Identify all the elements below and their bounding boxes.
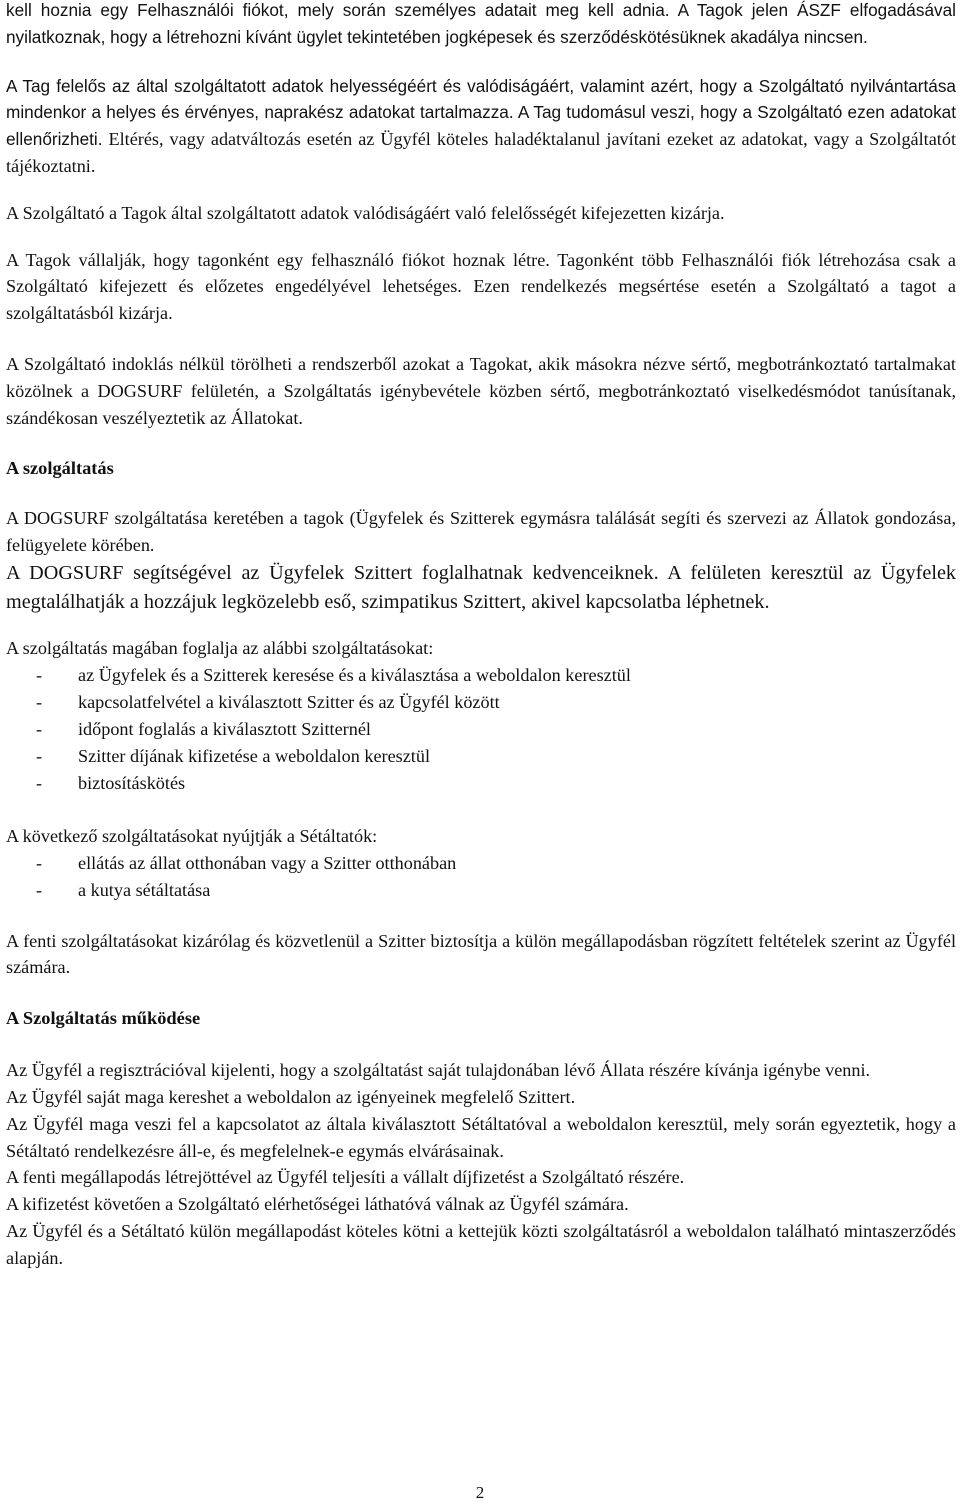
list-item-text: ellátás az állat otthonában vagy a Szitter otthonában <box>78 852 457 873</box>
paragraph-service-intro: A DOGSURF szolgáltatása keretében a tagok (Ügyfelek és Szitterek egymásra találását segíti és szervezi az Állatok gondozása, felügyelete körében. <box>6 508 956 556</box>
page-number: 2 <box>475 1483 485 1502</box>
paragraph-one-account-part2: Tagonként több Felhasználói fiók létrehozása csak a Szolgáltató kifejezett és előzetes engedélyével lehetséges. Ezen rendelkezés megsértése esetén a Szolgáltató a tagot a szolgáltatásból kizárja. <box>6 249 956 324</box>
paragraph-walkers-services: A következő szolgáltatásokat nyújtják a Sétáltatók: <box>6 825 378 846</box>
walker-service-list <box>6 850 956 904</box>
operation-steps <box>6 1057 956 1271</box>
paragraph-registration: kell hoznia egy Felhasználói fiókot, mely során személyes adatait meg kell adnia. A Tagok jelen ÁSZF elfogadásával nyilatkoznak, hogy a létrehozni kívánt ügylet tekintetében jogképesek és szerződéskötésüknek akadálya nincsen. <box>6 0 956 47</box>
list-item <box>6 743 956 770</box>
dash-marker: - <box>36 691 43 712</box>
paragraph-one-account <box>6 247 956 327</box>
paragraph-one-account-part1: A Tagok vállalják, hogy tagonként egy felhasználó fiókot hoznak létre. <box>6 249 550 270</box>
paragraph-deletion: A Szolgáltató indoklás nélkül törölheti a rendszerből azokat a Tagokat, akik másokra nézve sértő, megbotránkoztató tartalmakat közölnek a DOGSURF felületén, a Szolgáltatás igénybevétele közben sértő, megbotránkoztató viselkedésmódot tanúsítanak, szándékosan veszélyeztetik az Állatokat. <box>6 353 956 428</box>
paragraph-contact: Az Ügyfél maga veszi fel a kapcsolatot az általa kiválasztott Sétáltatóval a weboldalon keresztül, mely során egyeztetik, hogy a Sétáltató rendelkezésre áll-e, és megfelelnek-e egymás elvárásainak. <box>6 1113 956 1161</box>
list-item-text: kapcsolatfelvétel a kiválasztott Szitter és az Ügyfél között <box>78 691 500 712</box>
paragraph-contacts-visible: A kifizetést követően a Szolgáltató elérhetőségei láthatóvá válnak az Ügyfél számára. <box>6 1194 629 1215</box>
list-item <box>6 662 956 689</box>
list-item-text: időpont foglalás a kiválasztott Szitternél <box>78 718 371 739</box>
dash-marker: - <box>36 852 43 873</box>
list-item-text: az Ügyfelek és a Szitterek keresése és a kiválasztása a weboldalon keresztül <box>78 664 631 685</box>
list-item-text: biztosításkötés <box>78 772 186 793</box>
document-page <box>6 0 956 1272</box>
dash-marker: - <box>36 772 43 793</box>
list-item <box>6 850 956 877</box>
paragraph-agreement: Az Ügyfél és a Sétáltató külön megállapodást köteles kötni a kettejük közti szolgáltatásról a weboldalon található mintaszerződés alapján. <box>6 1220 956 1268</box>
paragraph-payment: A fenti megállapodás létrejöttével az Ügyfél teljesíti a vállalt díjfizetést a Szolgáltató részére. <box>6 1167 685 1188</box>
paragraph-sitter-provides: A fenti szolgáltatásokat kizárólag és közvetlenül a Szitter biztosítja a külön megállapodásban rögzített feltételek szerint az Ügyfél számára. <box>6 930 956 978</box>
paragraph-data-accuracy-part2: Eltérés, vagy adatváltozás esetén az Ügyfél köteles haladéktalanul javítani ezeket az adatokat, vagy a Szolgáltatót tájékoztatni. <box>6 129 956 176</box>
list-item-text: Szitter díjának kifizetése a weboldalon keresztül <box>78 745 430 766</box>
dash-marker: - <box>36 879 43 900</box>
paragraph-registration-intent: Az Ügyfél a regisztrációval kijelenti, hogy a szolgáltatást saját tulajdonában lévő Állata részére kívánja igénybe venni. <box>6 1060 871 1081</box>
paragraph-data-accuracy <box>6 73 956 180</box>
service-list <box>6 662 956 797</box>
list-item <box>6 770 956 797</box>
paragraph-data-accuracy-part1: A Tag felelős az által szolgáltatott adatok helyességéért és valódiságáért, valamint azért, hogy a Szolgáltató nyilvántartása mindenkor a helyes és érvényes, naprakész adatokat tartalmazza. A Tag tudomásul veszi, hogy a Szolgáltató ezen adatokat ellenőrizheti. <box>6 75 956 150</box>
dash-marker: - <box>36 718 43 739</box>
list-item <box>6 689 956 716</box>
list-item-text: a kutya sétáltatása <box>78 879 211 900</box>
paragraph-service-includes: A szolgáltatás magában foglalja az alábbi szolgáltatásokat: <box>6 637 434 658</box>
heading-service-operation: A Szolgáltatás működése <box>6 1008 201 1029</box>
paragraph-service-booking: A DOGSURF segítségével az Ügyfelek Szittert foglalhatnak kedvenceiknek. A felületen keresztül az Ügyfelek megtalálhatják a hozzájuk legközelebb eső, szimpatikus Szittert, akivel kapcsolatba léphetnek. <box>6 561 956 613</box>
paragraph-search: Az Ügyfél saját maga kereshet a weboldalon az igényeinek megfelelő Szittert. <box>6 1086 576 1107</box>
dash-marker: - <box>36 664 43 685</box>
list-item <box>6 877 956 904</box>
list-item <box>6 716 956 743</box>
heading-service: A szolgáltatás <box>6 458 114 479</box>
paragraph-liability-exclusion: A Szolgáltató a Tagok által szolgáltatott adatok valódiságáért való felelősségét kifejezetten kizárja. <box>6 202 725 223</box>
dash-marker: - <box>36 745 43 766</box>
